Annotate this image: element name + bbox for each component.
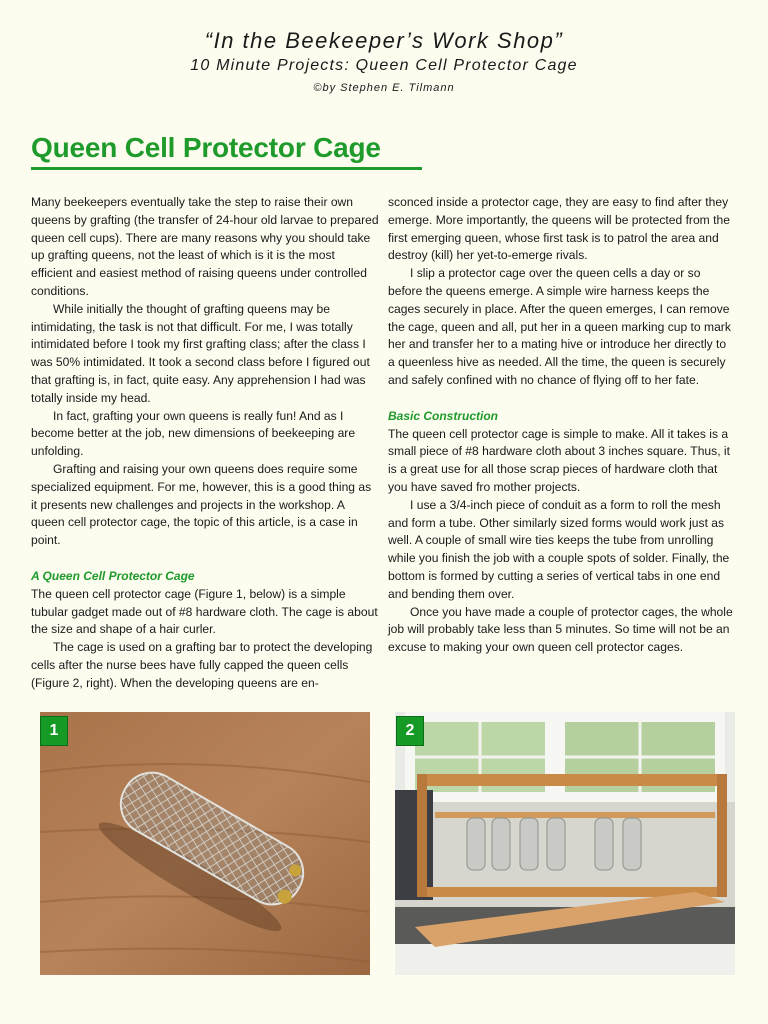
header-title: “In the Beekeeper’s Work Shop” bbox=[204, 28, 564, 53]
title-underline bbox=[31, 167, 422, 170]
figure-2-photo bbox=[395, 712, 735, 975]
header-byline: ©by Stephen E. Tilmann bbox=[313, 82, 455, 94]
figure-1-photo bbox=[40, 712, 370, 975]
figure-1-badge: 1 bbox=[40, 716, 68, 746]
paragraph: sconced inside a protector cage, they are easy to find after they emerge. More importantly, the queens will be protected from the first emerging queen, whose first task is to patrol the area and destroy (kill) her yet-to-emerge rivals. bbox=[388, 195, 730, 263]
paragraph: In fact, grafting your own queens is really fun! And as I become better at the job, new dimensions of beekeeping are unfolding. bbox=[31, 408, 356, 459]
section-heading: A Queen Cell Protector Cage bbox=[31, 568, 195, 583]
header-subtitle: 10 Minute Projects: Queen Cell Protector Cage bbox=[190, 57, 578, 74]
article-title: Queen Cell Protector Cage bbox=[31, 132, 381, 163]
right-column bbox=[388, 194, 736, 657]
paragraph: Grafting and raising your own queens does require some specialized equipment. For me, however, this is a good thing as it presents new challenges and projects in the workshop. A queen cell protector cage, the topic of this article, is a case in point. bbox=[31, 461, 372, 548]
section-heading: Basic Construction bbox=[388, 408, 499, 423]
paragraph: Once you have made a couple of protector cages, the whole job will probably take less than 5 minutes. So time will not be an excuse to making your own queen cell protector cages. bbox=[388, 604, 733, 655]
paragraph: I use a 3/4-inch piece of conduit as a form to roll the mesh and form a tube. Other similarly sized forms would work just as well. A couple of small wire ties keeps the tube from unrolling while you finish the job with a couple spots of solder. Finally, the bottom is formed by cutting a series of vertical tabs in one end and bending them over. bbox=[388, 497, 730, 601]
paragraph: The queen cell protector cage (Figure 1, below) is a simple tubular gadget made out of #8 hardware cloth. The cage is about the size and shape of a hair curler. bbox=[31, 586, 378, 637]
paragraph: Many beekeepers eventually take the step to raise their own queens by grafting (the transfer of 24-hour old larvae to prepared queen cell cups). There are many reasons why you should take up grafting queens, not the least of which is it is the most efficient and easiest method of raising queens under controlled conditions. bbox=[31, 195, 379, 298]
paragraph: While initially the thought of grafting queens may be intimidating, the task is not that difficult. For me, I was totally intimidated before I took my first grafting class; after the class I was 50% intimidated. It took a second class before I figured out that grafting is, in fact, quite easy. Any apprehension I had was totally inside my head. bbox=[31, 301, 370, 405]
paragraph: The cage is used on a grafting bar to protect the developing cells after the nurse bees have fully capped the queen cells (Figure 2, right). When the developing queens are en- bbox=[31, 640, 373, 690]
left-column bbox=[31, 194, 379, 693]
figure-2-badge: 2 bbox=[396, 716, 424, 746]
paragraph: The queen cell protector cage is simple to make. All it takes is a small piece of #8 hardware cloth about 3 inches square. Thus, it is a great use for all those scrap pieces of hardware cloth that you have saved fro mother projects. bbox=[388, 426, 730, 494]
paragraph: I slip a protector cage over the queen cells a day or so before the queens emerge. A simple wire harness keeps the cages securely in place. After the queen emerges, I can remove the cage, queen and all, put her in a queen marking cup to mark her and transfer her to a mating hive or introduce her directly to a queenless hive as needed. All the time, the queen is securely and safely confined with no chance of flying off to her fate. bbox=[388, 266, 731, 387]
